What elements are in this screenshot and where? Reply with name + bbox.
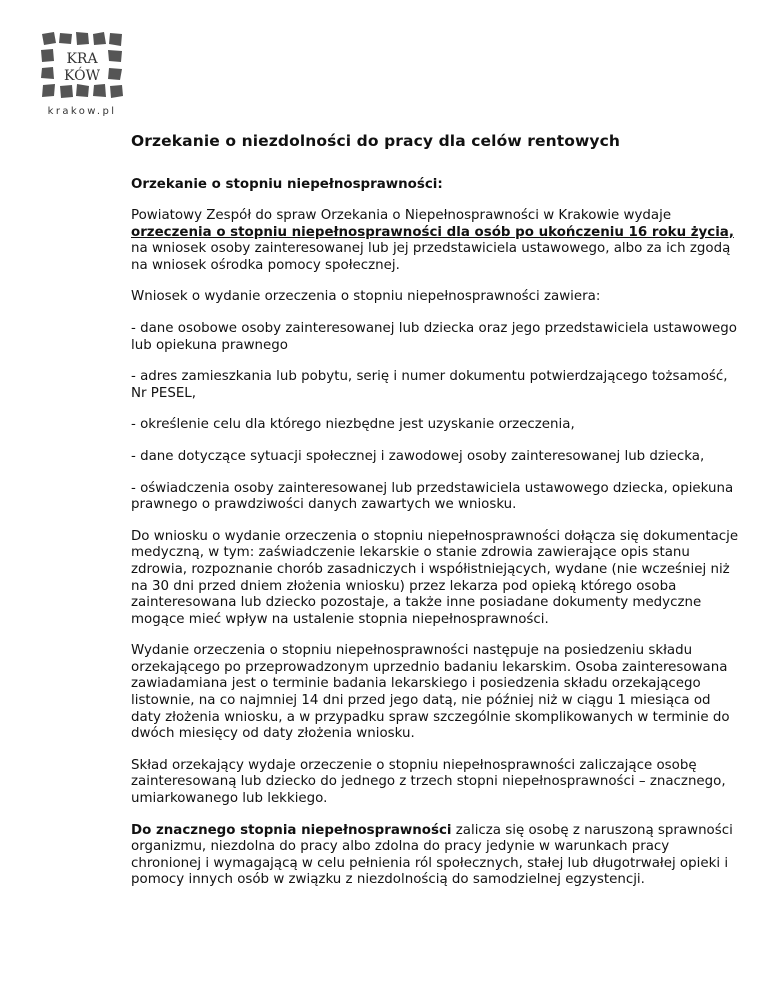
list-item: - określenie celu dla którego niezbędne jest uzyskanie orzeczenia, [131, 417, 575, 433]
krakow-logo-mark [38, 30, 128, 106]
document-title: Orzekanie o niezdolności do pracy dla celów rentowych [131, 132, 621, 150]
procedure-paragraph: Wydanie orzeczenia o stopniu niepełnosprawności następuje na posiedzeniu składu orzekającego po przeprowadzonym uprzednio badaniu lekarskim. Osoba zainteresowana zawiadamiana jest o terminie badania lekarskiego i posiedzenia składu orzekającego listownie, na co najmniej 14 dni przed jego datą, nie później niż w ciągu 1 miesiąca od daty złożenia wniosku, a w przypadku spraw szczególnie skomplikowanych w terminie do dwóch miesięcy od daty złożenia wniosku. [131, 643, 730, 742]
application-intro: Wniosek o wydanie orzeczenia o stopniu niepełnosprawności zawiera: [131, 289, 601, 305]
list-item: - oświadczenia osoby zainteresowanej lub przedstawiciela ustawowego dziecka, opiekuna prawnego o prawdziwości danych zawartych we wniosku. [131, 480, 734, 513]
significant-degree-paragraph [131, 823, 743, 889]
logo-text-line1: KRA [66, 51, 98, 67]
intro-text-after: na wniosek osoby zainteresowanej lub jej przedstawiciela ustawowego, albo za ich zgodą na wniosek ośrodka pomocy społecznej. [131, 241, 731, 273]
significant-degree-label: Do znacznego stopnia niepełnosprawności [131, 822, 452, 838]
document-body [131, 132, 743, 904]
krakow-logo [38, 30, 128, 122]
logo-caption: krakow.pl [47, 106, 117, 117]
degrees-paragraph: Skład orzekający wydaje orzeczenie o stopniu niepełnosprawności zaliczające osobę zainteresowaną lub dziecko do jednego z trzech stopni niepełnosprawności – znacznego, umiarkowanego lub lekkiego. [131, 757, 726, 807]
list-item: - dane osobowe osoby zainteresowanej lub dziecka oraz jego przedstawiciela ustawowego lub opiekuna prawnego [131, 320, 737, 353]
intro-emphasis: orzeczenia o stopniu niepełnosprawności dla osób po ukończeniu 16 roku życia, [131, 224, 734, 240]
list-item: - adres zamieszkania lub pobytu, serię i numer dokumentu potwierdzającego tożsamość, Nr PESEL, [131, 369, 728, 401]
medical-docs-paragraph: Do wniosku o wydanie orzeczenia o stopniu niepełnosprawności dołącza się dokumentacje medyczną, w tym: zaświadczenie lekarskie o stanie zdrowia zawierające opis stanu zdrowia, rozpoznanie chorób zasadniczych i współistniejących, wydane (nie wcześniej niż na 30 dni przed dniem złożenia wniosku) przez lekarza pod opieką którego osoba zainteresowana lub dziecko pozostaje, a także inne posiadane dokumenty medyczne mogące mieć wpływ na ustalenie stopnia niepełnosprawności. [131, 528, 739, 627]
section-heading: Orzekanie o stopniu niepełnosprawności: [131, 177, 443, 192]
logo-text-line2: KÓW [64, 68, 100, 84]
intro-text-before: Powiatowy Zespół do spraw Orzekania o Niepełnosprawności w Krakowie wydaje [131, 208, 672, 223]
list-item: - dane dotyczące sytuacji społecznej i zawodowej osoby zainteresowanej lub dziecka, [131, 448, 705, 464]
intro-paragraph [131, 208, 743, 274]
significant-degree-text: zalicza się osobę z naruszoną sprawności organizmu, niezdolna do pracy albo zdolna do pracy jedynie w warunkach pracy chronionej i wymagającą w celu pełnienia ról społecznych, stałej lub długotrwałej opieki i pomocy innych osób w związku z niezdolnością do samodzielnej egzystencji. [131, 822, 733, 888]
